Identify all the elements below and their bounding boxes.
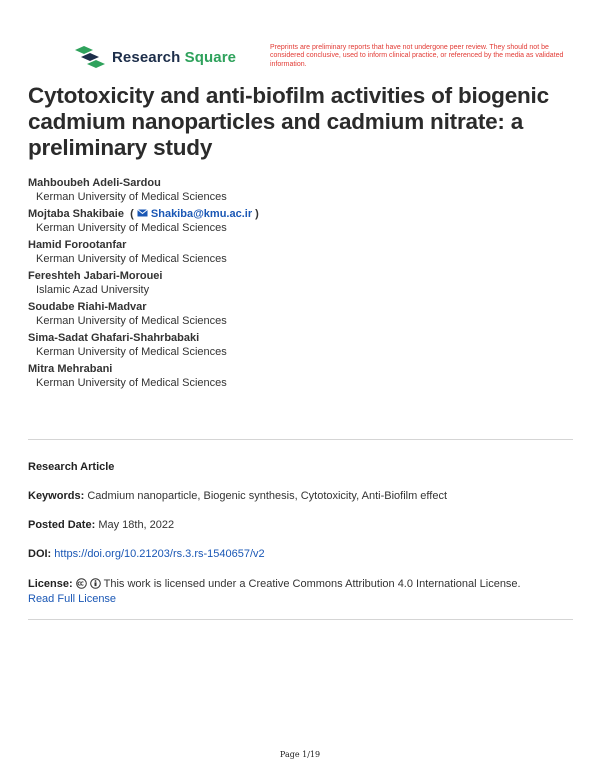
doi-line bbox=[28, 547, 573, 562]
author-affiliation: Kerman University of Medical Sciences bbox=[36, 253, 227, 265]
section-divider bbox=[28, 439, 573, 440]
read-full-license-link[interactable]: Read Full License bbox=[28, 593, 117, 605]
author-entry bbox=[28, 176, 573, 204]
author-name: Mitra Mehrabani bbox=[28, 363, 113, 375]
email-group: ( Shakiba@kmu.ac.ir ) bbox=[127, 208, 259, 220]
license-text: This work is licensed under a Creative Commons Attribution 4.0 International License. bbox=[103, 578, 521, 590]
logo-text bbox=[112, 49, 236, 66]
article-type: Research Article bbox=[28, 461, 115, 473]
author-entry bbox=[28, 331, 573, 359]
creative-commons-icon bbox=[76, 578, 87, 589]
logo-word-research: Research bbox=[112, 48, 181, 66]
author-name: Fereshteh Jabari-Morouei bbox=[28, 270, 163, 282]
author-affiliation: Kerman University of Medical Sciences bbox=[36, 315, 227, 327]
author-name: Mahboubeh Adeli-Sardou bbox=[28, 177, 161, 189]
posted-date-line bbox=[28, 518, 573, 533]
author-entry bbox=[28, 207, 573, 235]
keywords-label: Keywords: bbox=[28, 490, 85, 502]
author-entry bbox=[28, 238, 573, 266]
envelope-icon bbox=[137, 209, 148, 217]
author-name: Soudabe Riahi-Madvar bbox=[28, 301, 147, 313]
author-entry bbox=[28, 300, 573, 328]
author-affiliation: Kerman University of Medical Sciences bbox=[36, 222, 227, 234]
author-name-with-email bbox=[28, 207, 573, 221]
logo-word-square: Square bbox=[184, 48, 237, 66]
paper-title: Cytotoxicity and anti-biofilm activities of biogenic cadmium nanoparticles and cadmium nitrate: a preliminary study bbox=[28, 83, 549, 160]
author-affiliation: Kerman University of Medical Sciences bbox=[36, 377, 227, 389]
author-entry bbox=[28, 269, 573, 297]
posted-date-value: May 18th, 2022 bbox=[98, 519, 175, 531]
author-affiliation: Islamic Azad University bbox=[36, 284, 150, 296]
doi-link[interactable]: https://doi.org/10.21203/rs.3.rs-1540657/v2 bbox=[54, 548, 265, 560]
page-number: Page 1/19 bbox=[279, 750, 321, 759]
research-square-logo-icon bbox=[75, 46, 105, 68]
preprint-disclaimer: Preprints are preliminary reports that have not undergone peer review. They should not be considered conclusive, used to inform clinical practice, or referenced by the media as validated information. bbox=[270, 44, 564, 68]
posted-date-label: Posted Date: bbox=[28, 519, 96, 531]
header bbox=[0, 0, 600, 80]
license-label: License: bbox=[28, 578, 73, 590]
author-name: Hamid Forootanfar bbox=[28, 239, 127, 251]
author-name: Mojtaba Shakibaie bbox=[28, 208, 124, 220]
doi-label: DOI: bbox=[28, 548, 52, 560]
email-link[interactable]: Shakiba@kmu.ac.ir bbox=[150, 208, 253, 220]
author-affiliation: Kerman University of Medical Sciences bbox=[36, 191, 227, 203]
license-block bbox=[28, 577, 573, 607]
keywords-line bbox=[28, 489, 573, 504]
author-affiliation: Kerman University of Medical Sciences bbox=[36, 346, 227, 358]
attribution-icon bbox=[90, 578, 101, 589]
keywords-value: Cadmium nanoparticle, Biogenic synthesis, Cytotoxicity, Anti-Biofilm effect bbox=[87, 490, 448, 502]
section-divider bbox=[28, 619, 573, 620]
author-name: Sima-Sadat Ghafari-Shahrbabaki bbox=[28, 332, 200, 344]
research-square-logo[interactable] bbox=[75, 46, 236, 68]
author-list bbox=[28, 176, 573, 393]
author-entry bbox=[28, 362, 573, 390]
